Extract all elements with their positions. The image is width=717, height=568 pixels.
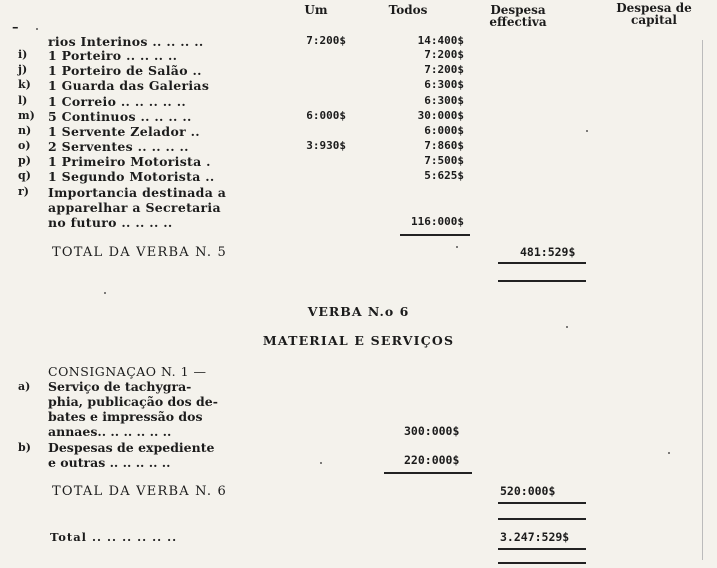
- print-speck: [36, 28, 38, 30]
- total-verba-5-label: TOTAL DA VERBA N. 5: [52, 245, 228, 260]
- row-text: 1 Correio .. .. .. .. ..: [48, 94, 187, 109]
- row-text: apparelhar a Secretaria: [48, 200, 221, 215]
- total-verba-6-rule-2: [498, 518, 586, 520]
- row-todos: 7:860$: [424, 139, 464, 152]
- row-letter: p): [18, 154, 31, 167]
- row-todos: 6:000$: [424, 124, 464, 137]
- table-row: [0, 200, 717, 214]
- row-text: 1 Primeiro Motorista .: [48, 154, 211, 169]
- item-a-letter: a): [18, 380, 31, 393]
- row-letter: o): [18, 139, 31, 152]
- item-b-letter: b): [18, 441, 31, 454]
- row-todos: 7:200$: [424, 63, 464, 76]
- row-letter: j): [18, 63, 28, 76]
- row-todos: 5:625$: [424, 169, 464, 182]
- print-speck: [566, 326, 568, 328]
- consignacao-heading: CONSIGNAÇAO N. 1 —: [48, 364, 207, 379]
- row-text: 5 Continuos .. .. .. ..: [48, 109, 192, 124]
- grand-total-label: Total .. .. .. .. .. ..: [50, 530, 178, 544]
- table-row: [0, 169, 717, 183]
- edge-rule: [702, 40, 703, 560]
- table-row: [0, 109, 717, 123]
- item-a-line-2: phia, publicação dos de-: [48, 394, 218, 409]
- total-verba-5-rule-2: [498, 280, 586, 282]
- row-letter: q): [18, 169, 31, 182]
- item-b-line-1: Despesas de expediente: [48, 440, 215, 455]
- item-b-todos: 220:000$: [404, 453, 460, 467]
- row-todos: 6:300$: [424, 78, 464, 91]
- item-b-line-2: e outras .. .. .. .. ..: [48, 455, 171, 470]
- table-row: [0, 215, 717, 229]
- row-letter: l): [18, 94, 28, 107]
- total-verba-6-rule-1: [498, 502, 586, 504]
- row-todos: 30:000$: [417, 109, 464, 122]
- subtotal-rule-6: [384, 472, 472, 474]
- row-text: 2 Serventes .. .. .. ..: [48, 139, 189, 154]
- table-row: [0, 139, 717, 153]
- grand-total-value: 3.247:529$: [500, 530, 570, 544]
- table-row: [0, 34, 717, 48]
- table-row: [0, 154, 717, 168]
- row-text: 1 Guarda das Galerias: [48, 78, 210, 93]
- row-text: no futuro .. .. .. ..: [48, 215, 173, 230]
- row-todos: 7:200$: [424, 48, 464, 61]
- row-letter: r): [18, 185, 29, 198]
- header-despesa-effectiva: Despesa effectiva: [489, 3, 547, 29]
- row-letter: i): [18, 48, 28, 61]
- table-row: [0, 63, 717, 77]
- verba-6-title: VERBA N.o 6: [307, 304, 410, 319]
- row-todos: 116:000$: [411, 215, 464, 228]
- total-verba-6-label: TOTAL DA VERBA N. 6: [52, 484, 228, 499]
- print-speck: [668, 452, 670, 454]
- total-verba-6-value: 520:000$: [500, 484, 556, 498]
- table-row: [0, 78, 717, 92]
- row-text: 1 Servente Zelador ..: [48, 124, 200, 139]
- header-um: Um: [304, 3, 328, 17]
- row-text: Importancia destinada a: [48, 185, 227, 200]
- total-verba-5-rule-1: [498, 262, 586, 264]
- row-text: 1 Segundo Motorista ..: [48, 169, 215, 184]
- print-speck: [456, 246, 458, 248]
- row-text: rios Interinos .. .. .. ..: [48, 34, 204, 49]
- print-speck: [104, 292, 106, 294]
- row-um: 7:200$: [306, 34, 346, 47]
- item-a-todos: 300:000$: [404, 424, 460, 438]
- row-text: 1 Porteiro .. .. .. ..: [48, 48, 178, 63]
- table-row: [0, 48, 717, 62]
- row-todos: 6:300$: [424, 94, 464, 107]
- grand-total-rule-2: [498, 562, 586, 564]
- table-row: [0, 94, 717, 108]
- subtotal-rule: [400, 234, 470, 236]
- print-speck: [586, 130, 588, 132]
- row-um: 3:930$: [306, 139, 346, 152]
- row-um: 6:000$: [306, 109, 346, 122]
- row-todos: 7:500$: [424, 154, 464, 167]
- row-letter: k): [18, 78, 31, 91]
- row-letter: m): [18, 109, 35, 122]
- item-a-line-4: annaes.. .. .. .. .. ..: [48, 424, 172, 439]
- item-a-line-1: Serviço de tachygra-: [48, 379, 192, 394]
- total-verba-5-value: 481:529$: [520, 245, 576, 259]
- table-row: [0, 185, 717, 199]
- dash-mark: –: [12, 20, 19, 35]
- grand-total-rule-1: [498, 548, 586, 550]
- verba-6-subtitle: MATERIAL E SERVIÇOS: [262, 333, 455, 348]
- row-text: 1 Porteiro de Salão ..: [48, 63, 202, 78]
- row-letter: n): [18, 124, 32, 137]
- print-speck: [320, 462, 322, 464]
- header-despesa-capital: Despesa de capital: [616, 1, 692, 27]
- item-a-line-3: bates e impressão dos: [48, 409, 203, 424]
- row-todos: 14:400$: [417, 34, 464, 47]
- header-todos: Todos: [388, 3, 428, 17]
- table-row: [0, 124, 717, 138]
